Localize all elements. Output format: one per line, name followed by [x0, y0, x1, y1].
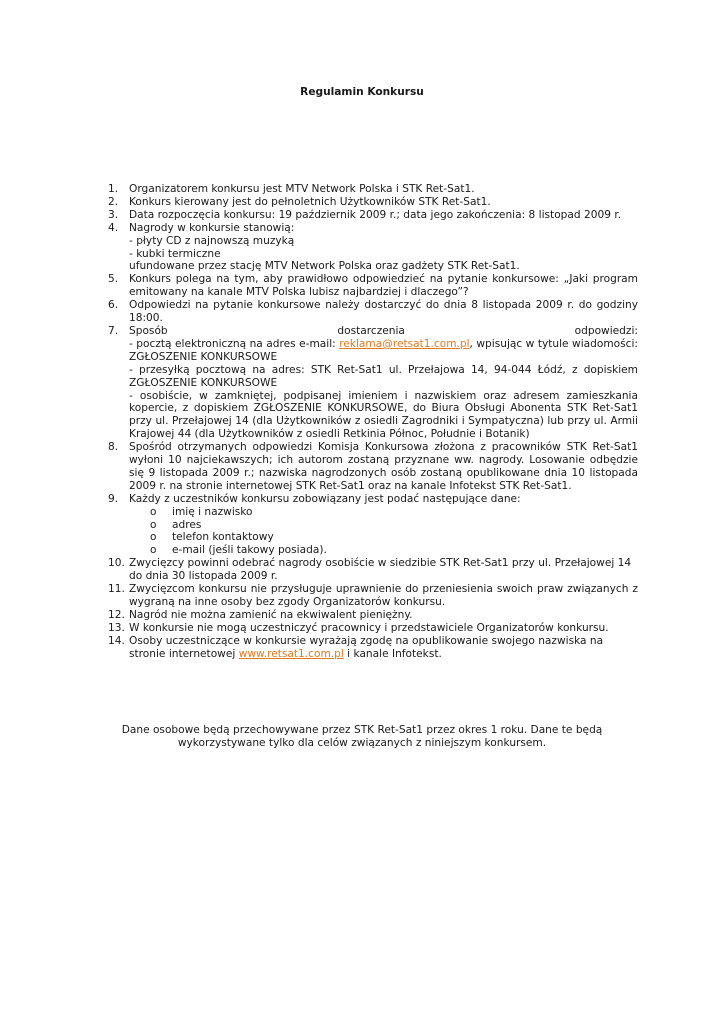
rule-text: Nagrody w konkursie stanowią:	[129, 221, 295, 234]
list-item	[150, 506, 638, 519]
rule-item	[108, 222, 638, 274]
prize-line: ufundowane przez stację MTV Network Polska oraz gadżety STK Ret-Sat1.	[129, 260, 520, 273]
delivery-email	[129, 338, 638, 364]
delivery-post: - przesyłką pocztową na adres: STK Ret-Sat1 ul. Przełajowa 14, 94-044 Łódź, z dopiskiem ZGŁOSZENIE KONKURSOWE	[129, 363, 638, 389]
list-item	[150, 544, 638, 557]
list-item-text: adres	[172, 518, 202, 531]
required-data-list	[129, 506, 638, 558]
rule-number: 12.	[108, 608, 125, 621]
rule-text: Spośród otrzymanych odpowiedzi Komisja Konkursowa złożona z pracowników STK Ret-Sat1 wyłoni 10 najciekawszych; ich autorom zostaną przyznane ww. nagrody. Losowanie odbędzie się 9 listopada 2009 r.; nazwiska nagrodzonych osób zostaną opublikowane dnia 10 listopada 2009 r. na stronie internetowej STK Ret-Sat1 oraz na kanale Infotekst STK Ret-Sat1.	[129, 441, 638, 492]
list-item	[150, 531, 638, 544]
rule-text: Data rozpoczęcia konkursu: 19 październik 2009 r.; data jego zakończenia: 8 listopad 2009 r.	[129, 208, 622, 221]
delivery-heading	[129, 325, 638, 338]
heading-word: odpowiedzi:	[574, 324, 638, 337]
email-suffix: , wpisując w tytule wiadomości: ZGŁOSZENIE KONKURSOWE	[129, 337, 639, 363]
rule-item	[108, 299, 638, 325]
rule-text: Zwycięzcy powinni odebrać nagrody osobiście w siedzibie STK Ret-Sat1 przy ul. Przełajowej 14 do dnia 30 listopada 2009 r.	[129, 557, 632, 583]
footer-line: Dane osobowe będą przechowywane przez STK Ret-Sat1 przez okres 1 roku. Dane te będą	[121, 724, 603, 736]
rule-number: 10.	[108, 557, 125, 570]
rule-item	[108, 441, 638, 493]
website-link[interactable]: www.retsat1.com.pl	[238, 647, 344, 660]
rule-item	[108, 325, 638, 441]
rule-text: Odpowiedzi na pytanie konkursowe należy dostarczyć do dnia 8 listopada 2009 r. do godziny 18:00.	[129, 299, 638, 325]
rule-number: 4.	[108, 221, 119, 234]
document-title: Regulamin Konkursu	[300, 86, 424, 98]
email-link[interactable]: reklama@retsat1.com.pl	[339, 337, 470, 350]
prize-line: - kubki termiczne	[129, 247, 221, 260]
rule-text: Konkurs polega na tym, aby prawidłowo odpowiedzieć na pytanie konkursowe: „Jaki program emitowany na kanale MTV Polska lubisz najbardziej i dlaczego”?	[129, 273, 638, 299]
rule-number: 2.	[108, 195, 119, 208]
rule-number: 7.	[108, 324, 119, 337]
rule-text: Zwycięzcom konkursu nie przysługuje uprawnienie do przeniesienia swoich praw związanych z wygraną na inne osoby bez zgody Organizatorów konkursu.	[129, 583, 638, 608]
list-item-text: imię i nazwisko	[172, 505, 253, 518]
email-prefix: - pocztą elektroniczną na adres e-mail:	[129, 337, 340, 350]
rule-item	[108, 622, 638, 635]
rule-item	[108, 493, 638, 558]
list-item	[150, 519, 638, 532]
rule-text: W konkursie nie mogą uczestniczyć pracownicy i przedstawiciele Organizatorów konkursu.	[129, 621, 609, 634]
rule-text: Konkurs kierowany jest do pełnoletnich Użytkowników STK Ret-Sat1.	[129, 195, 491, 208]
circle-bullet-icon: o	[150, 544, 157, 557]
heading-word: Sposób	[129, 324, 168, 337]
delivery-personal: - osobiście, w zamkniętej, podpisanej imieniem i nazwiskiem oraz adresem zamieszkania kopercie, z dopiskiem ZGŁOSZENIE KONKURSOWE, do Biura Obsługi Abonenta STK Ret-Sat1 przy ul. Przełajowej 14 (dla Użytkowników z osiedli Zagrodniki i Sympatyczna) lub przy ul. Armii Krajowej 44 (dla Użytkowników z osiedli Retkinia Północ, Południe i Botanik)	[129, 389, 638, 441]
rule-number: 11.	[108, 583, 125, 596]
list-item-text: telefon kontaktowy	[172, 531, 274, 544]
footer-line: wykorzystywane tylko dla celów związanych z niniejszym konkursem.	[177, 737, 547, 749]
rule-item	[108, 209, 638, 222]
rule-number: 1.	[108, 183, 119, 195]
rules-list	[108, 183, 638, 661]
circle-bullet-icon: o	[150, 531, 157, 544]
rule-item	[108, 583, 638, 609]
rule-text: Osoby uczestniczące w konkursie wyrażają zgodę na opublikowanie swojego nazwiska na stronie internetowej	[129, 634, 604, 660]
circle-bullet-icon: o	[150, 518, 157, 531]
circle-bullet-icon: o	[150, 505, 157, 518]
rule-number: 3.	[108, 208, 119, 221]
rule-item	[108, 196, 638, 209]
prize-line: - płyty CD z najnowszą muzyką	[129, 234, 295, 247]
rule-text-suffix: i kanale Infotekst.	[343, 647, 442, 660]
rule-number: 5.	[108, 273, 119, 286]
heading-word: dostarczenia	[337, 324, 405, 337]
rule-number: 6.	[108, 299, 119, 312]
rule-text: Organizatorem konkursu jest MTV Network Polska i STK Ret-Sat1.	[129, 183, 475, 195]
rule-number: 8.	[108, 441, 119, 454]
rule-number: 13.	[108, 621, 125, 634]
rule-item	[108, 609, 638, 622]
rule-item	[108, 273, 638, 299]
rule-item	[108, 635, 638, 661]
rule-item	[108, 557, 638, 583]
data-retention-note	[0, 724, 724, 750]
rule-number: 14.	[108, 634, 125, 647]
rule-text: Nagród nie można zamienić na ekwiwalent pieniężny.	[129, 608, 413, 621]
rule-text: Każdy z uczestników konkursu zobowiązany jest podać następujące dane:	[129, 492, 521, 505]
rule-item	[108, 183, 638, 196]
rule-number: 9.	[108, 492, 119, 505]
list-item-text: e-mail (jeśli takowy posiada).	[172, 544, 327, 557]
